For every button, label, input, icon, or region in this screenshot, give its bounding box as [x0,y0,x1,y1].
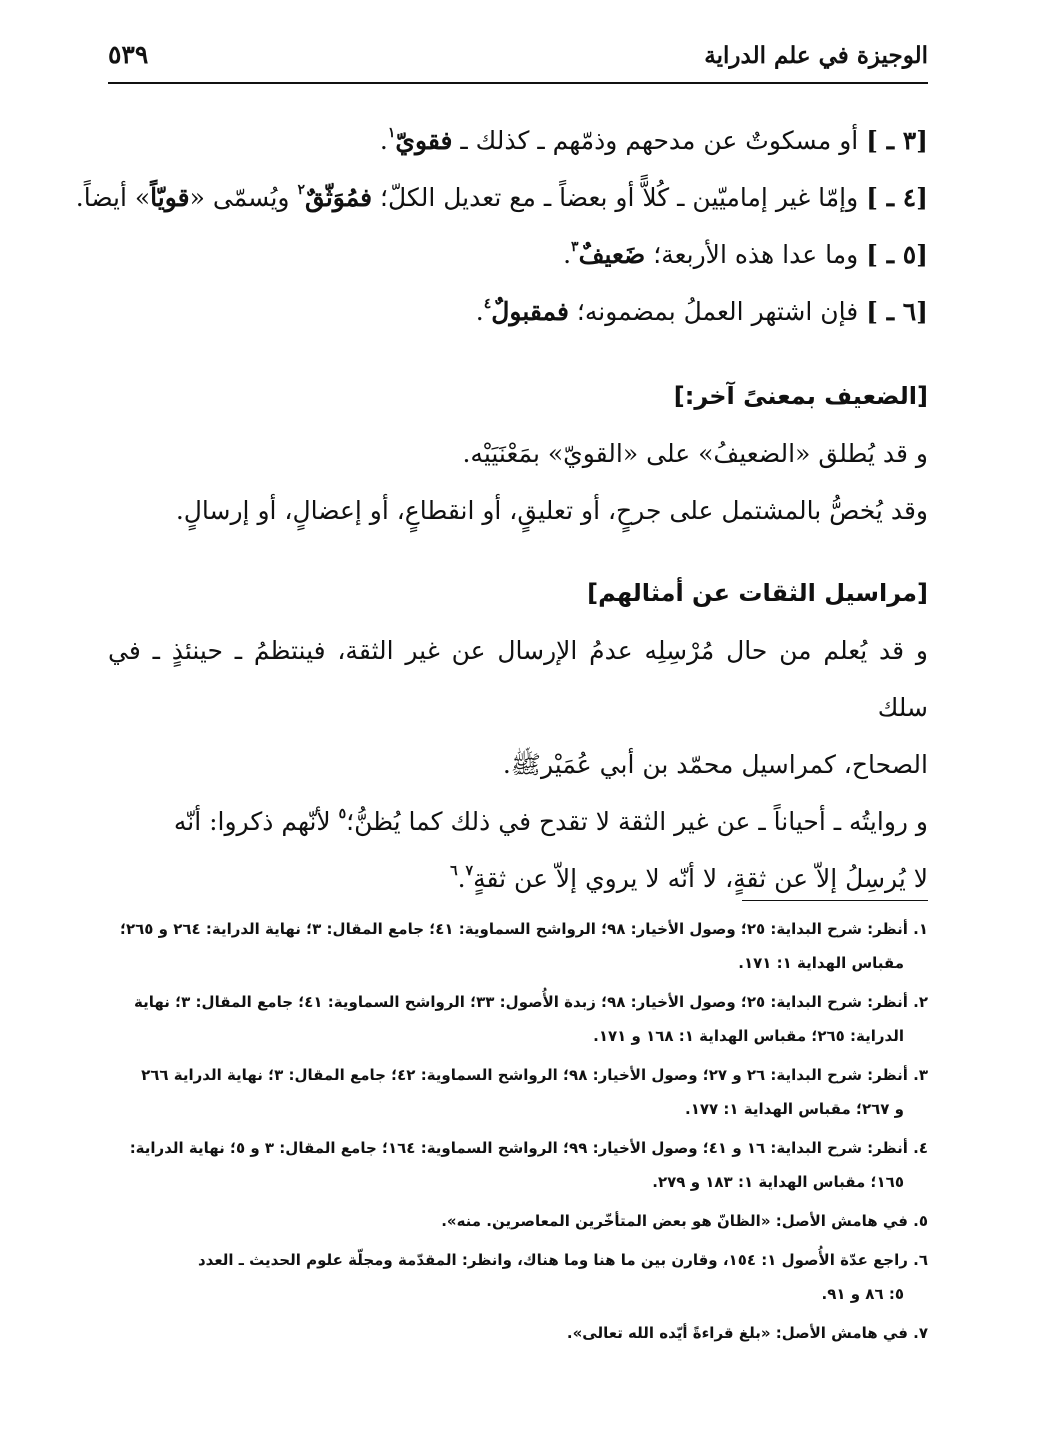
section2-p2-line1 [108,793,928,850]
item-5 [108,226,928,283]
footnote-marker[interactable]: ٧ [465,863,474,879]
section2-p1-line1: و قد يُعلم من حال مُرْسِلِه عدمُ الإرسال عن غير الثقة، فينتظمُ ـ حينئذٍ ـ في سلك [108,636,928,722]
running-title: الوجيزة في علم الدراية [704,42,928,69]
section1-paragraph-2: وقد يُخصُّ بالمشتمل على جرحٍ، أو تعليقٍ، أو انقطاعٍ، أو إعضالٍ، أو إرسالٍ. [175,496,928,525]
footnote-text: راجع عدّة الأُصول ١: ١٥٤، وقارن بين ما هنا وما هناك، وانظر: المقدّمة ومجلّة علوم الحديث ـ العدد [197,1251,908,1269]
running-header [108,38,928,84]
footnote-text: أنظر: شرح البداية: ٢٥؛ وصول الأخيار: ٩٨؛ الرواشح السماوية: ٤١؛ جامع المقال: ٣؛ نهاية الدراية: ٢٦٤ و ٢٦٥؛ [119,920,908,938]
footnote-marker[interactable]: ١ [387,125,396,141]
footnote-text-cont: ١٦٥؛ مقباس الهداية ١: ١٨٣ و ٢٧٩. [652,1173,904,1191]
footnote-text-cont: ٥: ٨٦ و ٩١. [821,1285,904,1303]
item-number: [٥ ـ ] [866,240,928,269]
footnote-marker[interactable]: ٣ [571,239,579,255]
section1-paragraph-1: و قد يُطلق «الضعيفُ» على «القويّ» بمَعْنَيَيْه. [462,439,928,468]
footnote-number: ٢. [913,993,928,1011]
footnote-2 [108,985,928,1053]
item-text: وما عدا هذه الأربعة؛ [645,240,867,269]
footnote-text: أنظر: شرح البداية: ٢٦ و ٢٧؛ وصول الأخيار: ٩٨؛ الرواشح السماوية: ٤٢؛ جامع المقال: ٣؛ نهاية الدراية ٢٦٦ [141,1066,908,1084]
paragraph-text: لأنّهم ذكروا: أنّه [173,807,339,836]
item-text-2: ويُسمّى « [189,183,298,212]
footnote-marker[interactable]: ٦ [450,863,458,879]
footnote-7 [108,1316,928,1350]
item-term: فقويّ [395,126,453,155]
footnote-marker[interactable]: ٢ [297,182,305,198]
item-term-2: قويّاً [150,183,190,212]
item-end: » أيضاً. [75,183,151,212]
footnote-5 [108,1204,928,1238]
footnote-marker[interactable]: ٥ [338,806,347,822]
footnote-text: في هامش الأصل: «بلغ قراءةً أيّده الله تعالى». [566,1324,908,1342]
item-3 [108,112,928,169]
item-text: أو مسكوتٌ عن مدحهم وذمّهم ـ كذلك ـ [452,126,867,155]
main-text [75,112,928,907]
section2-p2-line2 [108,850,928,907]
item-4 [75,169,928,226]
page-number: ٥٣٩ [108,40,149,69]
item-number: [٦ ـ ] [866,297,928,326]
footnote-3 [108,1058,928,1126]
footnote-text: في هامش الأصل: «الظانّ هو بعض المتأخّرين المعاصرين. منه». [441,1212,908,1230]
footnote-number: ٧. [913,1324,928,1342]
footnote-number: ٣. [913,1066,928,1084]
item-number: [٣ ـ ] [866,126,928,155]
footnote-text-cont: مقباس الهداية ١: ١٧١. [738,954,904,972]
item-end: . [475,297,484,326]
footnote-number: ١. [913,920,928,938]
paragraph-end: . [457,864,466,893]
section-heading-mursal: [مراسيل الثقات عن أمثالهم] [587,579,928,607]
item-term: ضَعيفٌ [578,240,646,269]
item-number: [٤ ـ ] [866,183,928,212]
footnote-text-cont: الدراية: ٢٦٥؛ مقباس الهداية ١: ١٦٨ و ١٧١. [593,1027,904,1045]
section-heading-weak: [الضعيف بمعنىً آخر:] [673,382,928,410]
footnote-text-cont: و ٢٦٧؛ مقباس الهداية ١: ١٧٧. [685,1100,904,1118]
item-text: فإن اشتهر العملُ بمضمونه؛ [568,297,867,326]
item-6 [108,283,928,340]
item-text: وإمّا غير إماميّين ـ كُلاًّ أو بعضاً ـ مع تعديل الكلّ؛ [372,183,867,212]
footnote-number: ٦. [913,1251,928,1269]
section2-p1-line2: الصحاح، كمراسيل محمّد بن أبي عُمَيْرﷺ. [502,750,928,779]
footnote-marker[interactable]: ٤ [483,296,492,312]
footnote-number: ٥. [913,1212,928,1230]
footnote-text: أنظر: شرح البداية: ١٦ و ٤١؛ وصول الأخيار: ٩٩؛ الرواشح السماوية: ١٦٤؛ جامع المقال: ٣ و ٥؛ نهاية الدراية: [129,1139,908,1157]
item-end: . [563,240,572,269]
footnote-1 [108,912,928,980]
footnote-number: ٤. [913,1139,928,1157]
footnotes [108,912,928,1355]
paragraph-text: لا يُرسِلُ إلاّ عن ثقةٍ، لا أنّه لا يروي إلاّ عن ثقةٍ [473,864,928,893]
item-end: . [379,126,388,155]
footnote-text: أنظر: شرح البداية: ٢٥؛ وصول الأخيار: ٩٨؛ زبدة الأُصول: ٣٣؛ الرواشح السماوية: ٤١؛ جامع المقال: ٣؛ نهاية [134,993,908,1011]
footnote-4 [108,1131,928,1199]
item-term: فمقبولٌ [491,297,569,326]
paragraph-text: و روايتُه ـ أحياناً ـ عن غير الثقة لا تقدح في ذلك كما يُظنُّ؛ [346,807,928,836]
footnote-divider [742,900,928,901]
item-term: فمُوَثّقٌ [304,183,373,212]
footnote-6 [108,1243,928,1311]
